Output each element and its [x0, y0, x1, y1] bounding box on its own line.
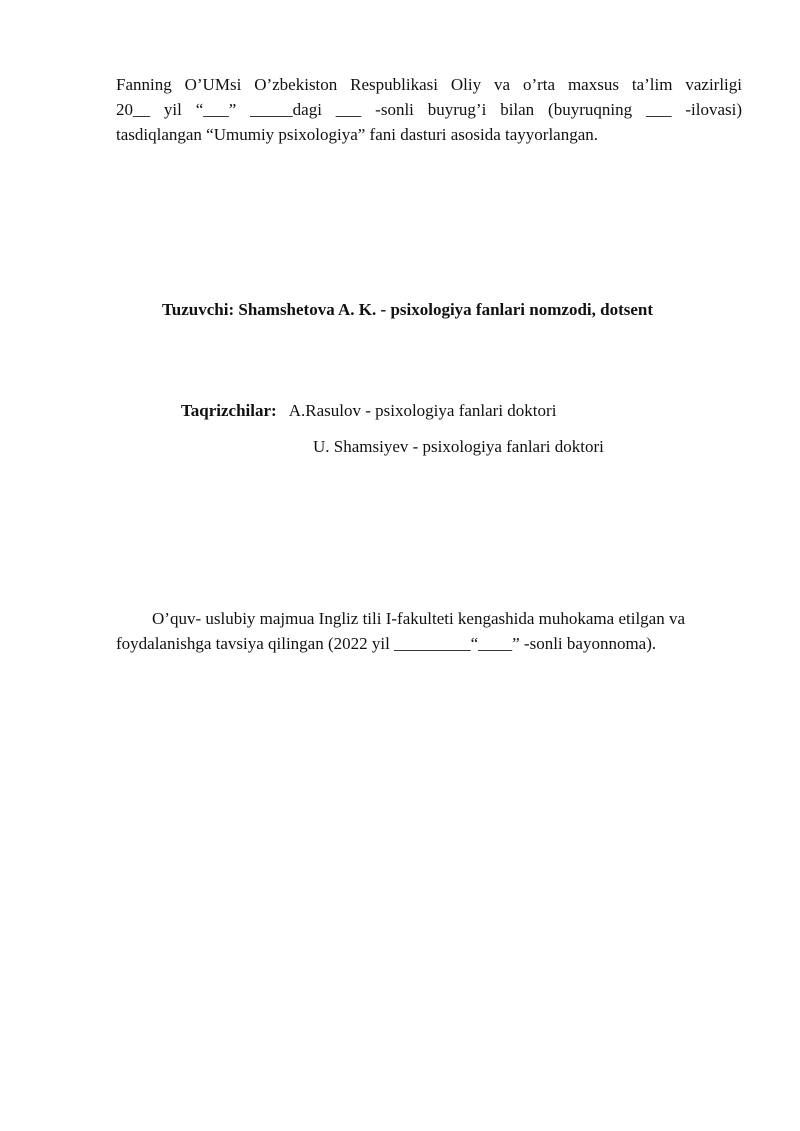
- author-line: Tuzuvchi: Shamshetova A. K. - psixologiya fanlari nomzodi, dotsent: [162, 300, 654, 319]
- intro-paragraph: [116, 72, 742, 147]
- intro-line-1: Fanning O’UMsi O’zbekiston Respublikasi Oliy va o’rta maxsus ta’lim vazirligi: [116, 75, 742, 94]
- reviewer-second: U. Shamsiyev - psixologiya fanlari doktori: [313, 437, 604, 456]
- intro-line-2: 20__ yil “___” _____dagi ___ -sonli buyrug’i bilan (buyruqning ___ -ilovasi): [116, 100, 742, 119]
- reviewers-line: [181, 401, 556, 421]
- approval-line-1: O’quv- uslubiy majmua Ingliz tili I-fakulteti kengashida muhokama etilgan va: [152, 609, 686, 628]
- intro-line-3: tasdiqlangan “Umumiy psixologiya” fani dasturi asosida tayyorlangan.: [116, 125, 599, 144]
- approval-line-2: foydalanishga tavsiya qilingan (2022 yil _________“____” -sonli bayonnoma).: [116, 634, 657, 653]
- approval-paragraph: [116, 606, 742, 656]
- reviewer-first: A.Rasulov - psixologiya fanlari doktori: [288, 401, 557, 420]
- reviewers-label: Taqrizchilar:: [181, 401, 277, 420]
